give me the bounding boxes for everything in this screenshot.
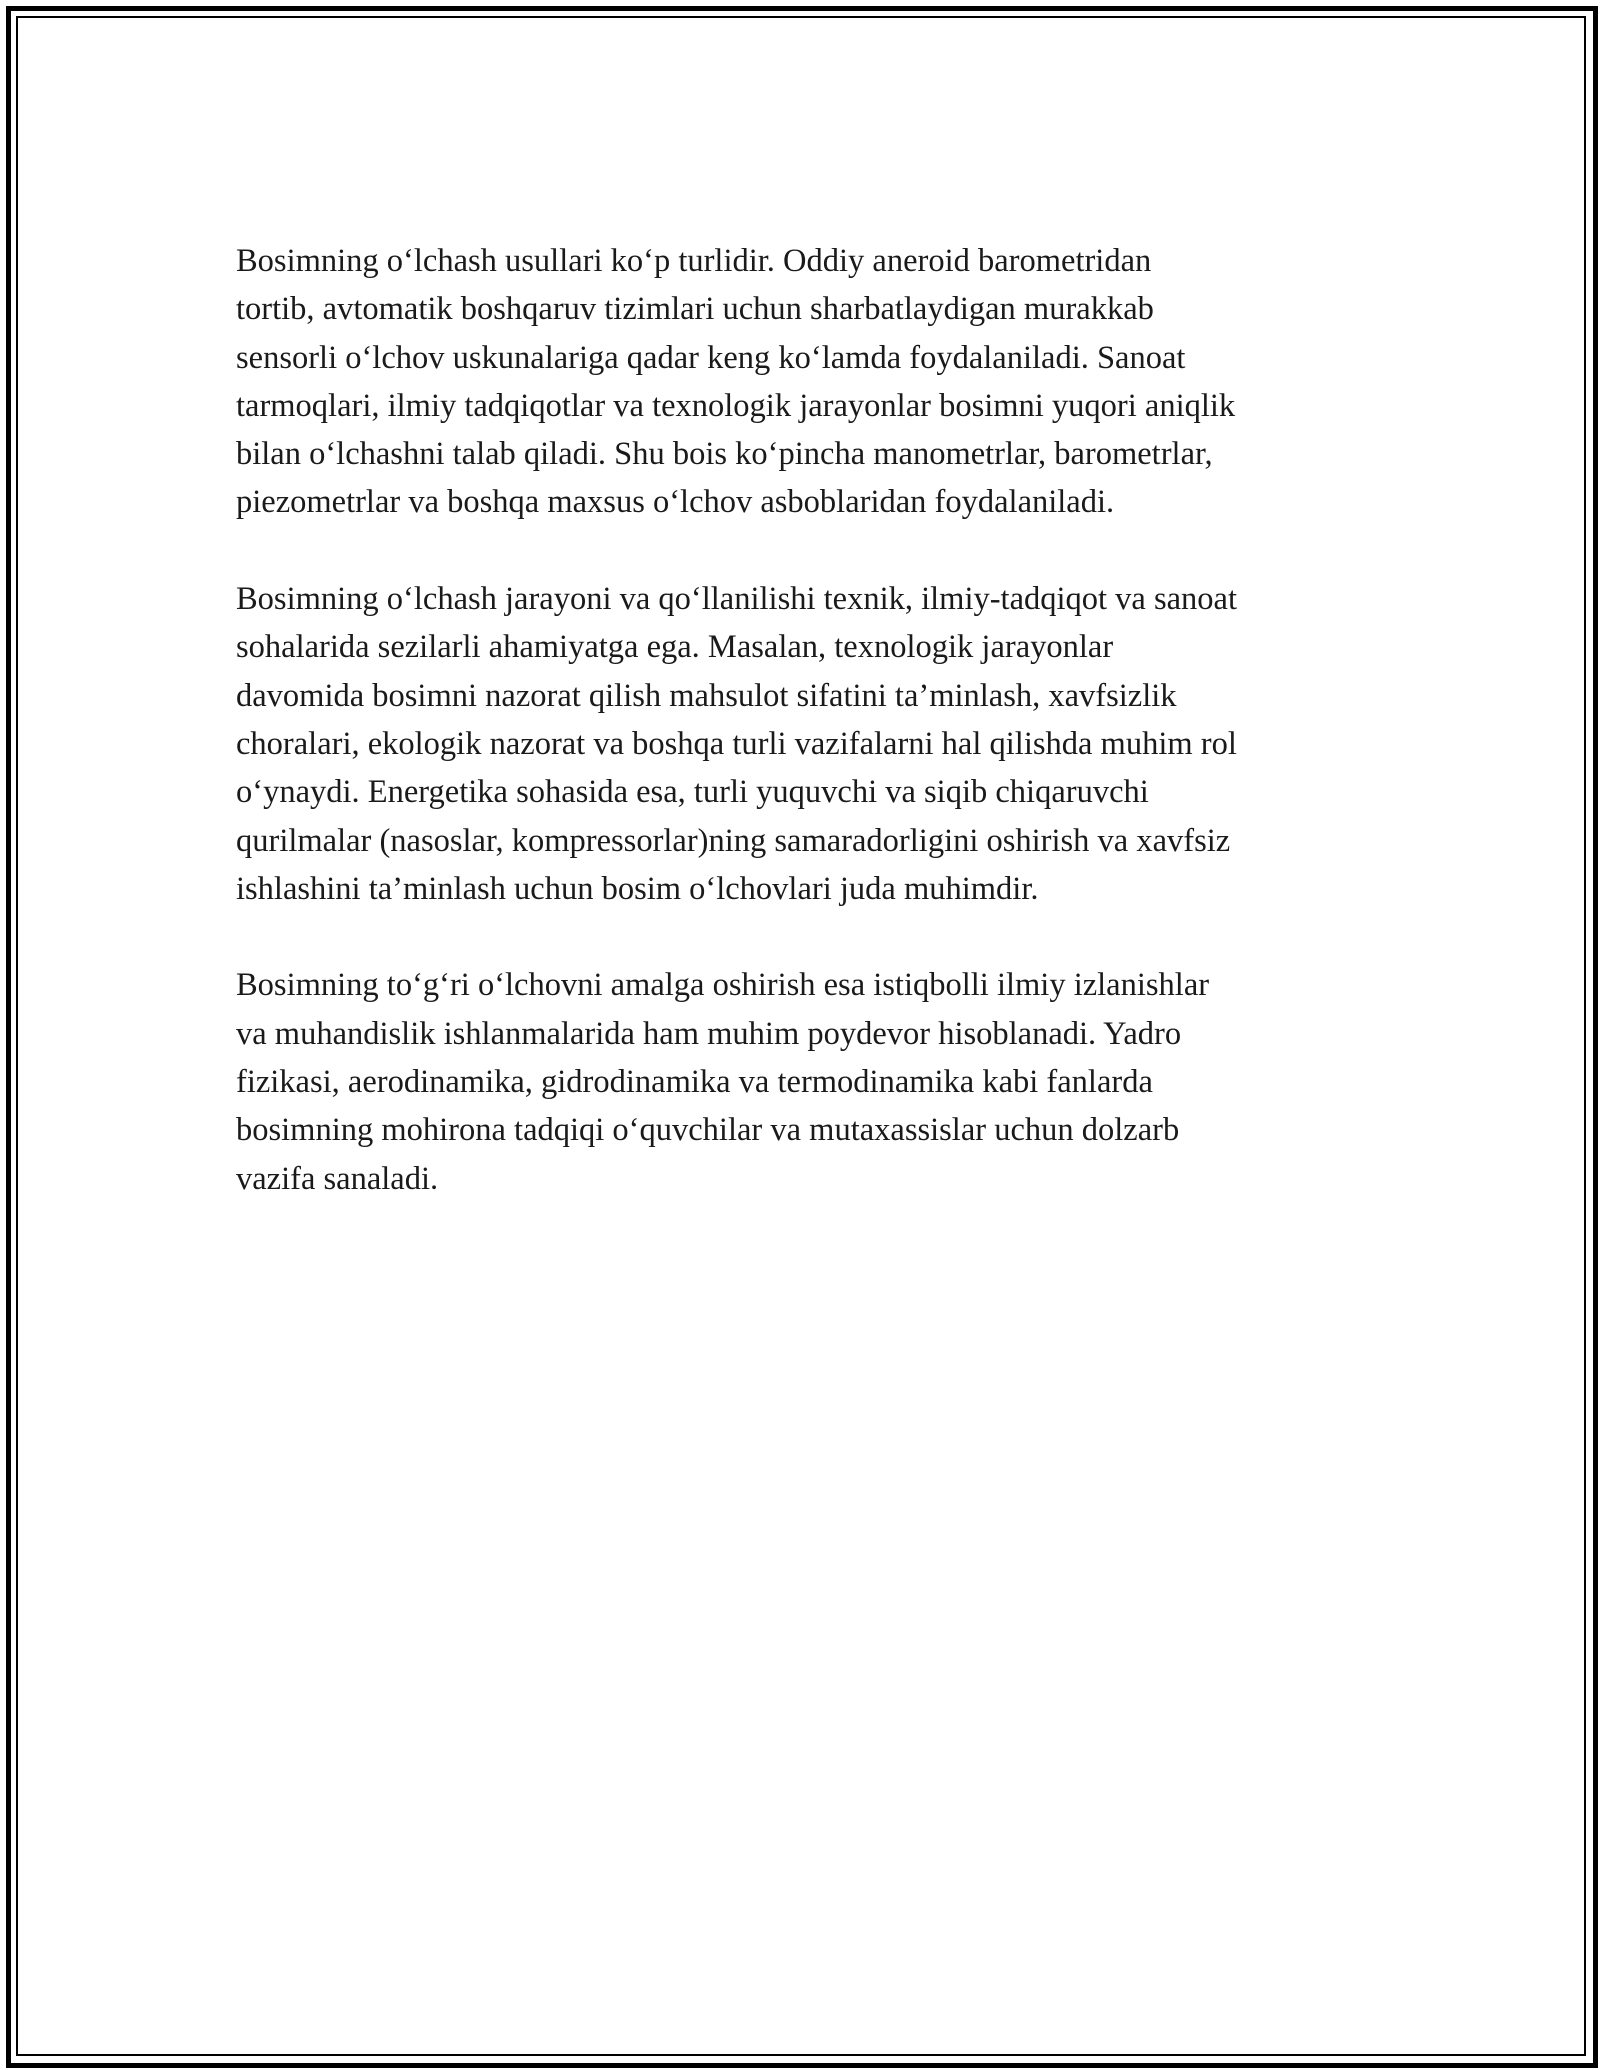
text-line: bilan o‘lchashni talab qiladi. Shu bois ko‘pincha manometrlar, barometrlar, — [236, 436, 1213, 473]
document-body — [236, 237, 1376, 1251]
paragraph-2 — [236, 575, 1376, 913]
text-line: ishlashini ta’minlash uchun bosim o‘lchovlari juda muhimdir. — [236, 870, 1039, 907]
text-line: Bosimning o‘lchash usullari ko‘p turlidir. Oddiy aneroid barometridan — [236, 243, 1152, 279]
text-line: va muhandislik ishlanmalarida ham muhim poydevor hisoblanadi. Yadro — [236, 1015, 1182, 1052]
text-line: o‘ynaydi. Energetika sohasida esa, turli yuquvchi va siqib chiqaruvchi — [236, 774, 1149, 811]
text-line: fizikasi, aerodinamika, gidrodinamika va termodinamika kabi fanlarda — [236, 1064, 1153, 1101]
text-line: vazifa sanaladi. — [236, 1160, 439, 1197]
text-line: davomida bosimni nazorat qilish mahsulot sifatini ta’minlash, xavfsizlik — [236, 677, 1177, 714]
text-line: tortib, avtomatik boshqaruv tizimlari uchun sharbatlaydigan murakkab — [236, 291, 1154, 328]
paragraph-1 — [236, 237, 1376, 527]
paragraph-3 — [236, 961, 1376, 1202]
text-line: bosimning mohirona tadqiqi o‘quvchilar va mutaxassislar uchun dolzarb — [236, 1112, 1180, 1149]
text-line: qurilmalar (nasoslar, kompressorlar)ning samaradorligini oshirish va xavfsiz — [236, 822, 1231, 859]
text-line: tarmoqlari, ilmiy tadqiqotlar va texnologik jarayonlar bosimni yuqori aniqlik — [236, 387, 1236, 424]
text-line: Bosimning o‘lchash jarayoni va qo‘llanilishi texnik, ilmiy-tadqiqot va sanoat — [236, 581, 1238, 618]
text-line: Bosimning to‘g‘ri o‘lchovni amalga oshirish esa istiqbolli ilmiy izlanishlar — [236, 967, 1210, 1004]
text-line: sohalarida sezilarli ahamiyatga ega. Masalan, texnologik jarayonlar — [236, 629, 1114, 666]
text-line: piezometrlar va boshqa maxsus o‘lchov asboblaridan foydalaniladi. — [236, 484, 1115, 521]
text-line: choralari, ekologik nazorat va boshqa turli vazifalarni hal qilishda muhim rol — [236, 725, 1237, 762]
text-line: sensorli o‘lchov uskunalariga qadar keng ko‘lamda foydalaniladi. Sanoat — [236, 339, 1186, 376]
